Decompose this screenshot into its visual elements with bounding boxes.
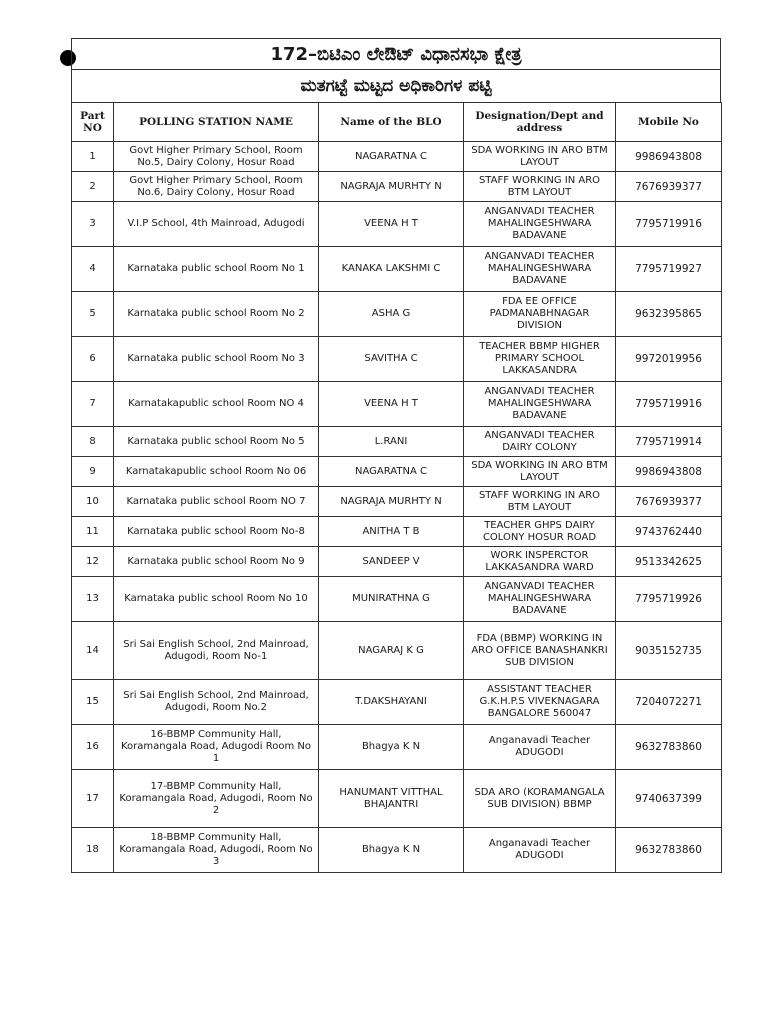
table-body xyxy=(72,142,722,873)
cell-polling-station: Karnataka public school Room No 3 xyxy=(114,337,319,382)
cell-part-no: 2 xyxy=(72,172,114,202)
table-row xyxy=(72,725,722,770)
cell-mobile: 7204072271 xyxy=(616,680,722,725)
cell-mobile: 9632783860 xyxy=(616,725,722,770)
col-header-mobile: Mobile No xyxy=(616,103,722,142)
cell-part-no: 14 xyxy=(72,622,114,680)
cell-polling-station: Karnataka public school Room No 5 xyxy=(114,427,319,457)
cell-part-no: 9 xyxy=(72,457,114,487)
cell-blo-name: ANITHA T B xyxy=(319,517,464,547)
cell-blo-name: T.DAKSHAYANI xyxy=(319,680,464,725)
cell-designation: TEACHER GHPS DAIRY COLONY HOSUR ROAD xyxy=(464,517,616,547)
cell-mobile: 7676939377 xyxy=(616,172,722,202)
cell-blo-name: NAGARATNA C xyxy=(319,457,464,487)
cell-blo-name: NAGARAJ K G xyxy=(319,622,464,680)
cell-designation: ANGANVADI TEACHER MAHALINGESHWARA BADAVANE xyxy=(464,247,616,292)
cell-designation: FDA (BBMP) WORKING IN ARO OFFICE BANASHANKRI SUB DIVISION xyxy=(464,622,616,680)
cell-mobile: 7795719926 xyxy=(616,577,722,622)
cell-part-no: 4 xyxy=(72,247,114,292)
cell-designation: ANGANVADI TEACHER DAIRY COLONY xyxy=(464,427,616,457)
cell-polling-station: V.I.P School, 4th Mainroad, Adugodi xyxy=(114,202,319,247)
cell-polling-station: Sri Sai English School, 2nd Mainroad, Adugodi, Room No.2 xyxy=(114,680,319,725)
table-row xyxy=(72,172,722,202)
cell-designation: SDA WORKING IN ARO BTM LAYOUT xyxy=(464,142,616,172)
col-header-designation: Designation/Dept and address xyxy=(464,103,616,142)
cell-mobile: 7795719914 xyxy=(616,427,722,457)
cell-designation: SDA ARO (KORAMANGALA SUB DIVISION) BBMP xyxy=(464,770,616,828)
cell-designation: FDA EE OFFICE PADMANABHNAGAR DIVISION xyxy=(464,292,616,337)
table-row xyxy=(72,457,722,487)
cell-blo-name: Bhagya K N xyxy=(319,725,464,770)
cell-mobile: 9632395865 xyxy=(616,292,722,337)
cell-blo-name: HANUMANT VITTHAL BHAJANTRI xyxy=(319,770,464,828)
table-row xyxy=(72,427,722,457)
cell-designation: WORK INSPERCTOR LAKKASANDRA WARD xyxy=(464,547,616,577)
page-subtitle: ಮತಗಟ್ಟೆ ಮಟ್ಟದ ಅಧಿಕಾರಿಗಳ ಪಟ್ಟಿ xyxy=(71,69,721,102)
cell-blo-name: MUNIRATHNA G xyxy=(319,577,464,622)
cell-designation: ANGANVADI TEACHER MAHALINGESHWARA BADAVANE xyxy=(464,577,616,622)
table-row xyxy=(72,517,722,547)
cell-part-no: 18 xyxy=(72,828,114,873)
cell-polling-station: 18-BBMP Community Hall, Koramangala Road, Adugodi, Room No 3 xyxy=(114,828,319,873)
cell-designation: Anganavadi Teacher ADUGODI xyxy=(464,725,616,770)
cell-mobile: 9986943808 xyxy=(616,457,722,487)
col-header-part-no: Part NO xyxy=(72,103,114,142)
table-row xyxy=(72,622,722,680)
cell-polling-station: Karnatakapublic school Room NO 4 xyxy=(114,382,319,427)
cell-polling-station: Karnataka public school Room No 9 xyxy=(114,547,319,577)
cell-polling-station: Karnatakapublic school Room No 06 xyxy=(114,457,319,487)
table-row xyxy=(72,247,722,292)
cell-part-no: 13 xyxy=(72,577,114,622)
cell-blo-name: SANDEEP V xyxy=(319,547,464,577)
col-header-polling-station: POLLING STATION NAME xyxy=(114,103,319,142)
cell-part-no: 16 xyxy=(72,725,114,770)
table-row xyxy=(72,828,722,873)
cell-part-no: 5 xyxy=(72,292,114,337)
cell-blo-name: NAGRAJA MURHTY N xyxy=(319,172,464,202)
cell-mobile: 9740637399 xyxy=(616,770,722,828)
cell-blo-name: L.RANI xyxy=(319,427,464,457)
blo-table xyxy=(71,102,722,873)
cell-polling-station: Govt Higher Primary School, Room No.5, Dairy Colony, Hosur Road xyxy=(114,142,319,172)
cell-part-no: 10 xyxy=(72,487,114,517)
cell-designation: STAFF WORKING IN ARO BTM LAYOUT xyxy=(464,487,616,517)
cell-polling-station: Karnataka public school Room NO 7 xyxy=(114,487,319,517)
cell-part-no: 17 xyxy=(72,770,114,828)
cell-blo-name: VEENA H T xyxy=(319,202,464,247)
cell-designation: Anganavadi Teacher ADUGODI xyxy=(464,828,616,873)
cell-polling-station: 17-BBMP Community Hall, Koramangala Road, Adugodi, Room No 2 xyxy=(114,770,319,828)
cell-part-no: 12 xyxy=(72,547,114,577)
table-row xyxy=(72,547,722,577)
table-row xyxy=(72,680,722,725)
cell-part-no: 1 xyxy=(72,142,114,172)
cell-mobile: 9743762440 xyxy=(616,517,722,547)
cell-polling-station: Govt Higher Primary School, Room No.6, Dairy Colony, Hosur Road xyxy=(114,172,319,202)
document-sheet xyxy=(71,38,721,873)
cell-part-no: 11 xyxy=(72,517,114,547)
cell-blo-name: VEENA H T xyxy=(319,382,464,427)
cell-mobile: 7795719916 xyxy=(616,382,722,427)
cell-designation: STAFF WORKING IN ARO BTM LAYOUT xyxy=(464,172,616,202)
cell-part-no: 15 xyxy=(72,680,114,725)
cell-part-no: 6 xyxy=(72,337,114,382)
cell-polling-station: Karnataka public school Room No 1 xyxy=(114,247,319,292)
cell-blo-name: NAGARATNA C xyxy=(319,142,464,172)
cell-blo-name: ASHA G xyxy=(319,292,464,337)
table-row xyxy=(72,487,722,517)
cell-part-no: 8 xyxy=(72,427,114,457)
cell-designation: ANGANVADI TEACHER MAHALINGESHWARA BADAVANE xyxy=(464,202,616,247)
cell-polling-station: 16-BBMP Community Hall, Koramangala Road, Adugodi Room No 1 xyxy=(114,725,319,770)
cell-part-no: 7 xyxy=(72,382,114,427)
cell-designation: SDA WORKING IN ARO BTM LAYOUT xyxy=(464,457,616,487)
table-row xyxy=(72,337,722,382)
cell-mobile: 7795719927 xyxy=(616,247,722,292)
page-title: 172–ಬಿಟಿಎಂ ಲೇಔಟ್ ವಿಧಾನಸಭಾ ಕ್ಷೇತ್ರ xyxy=(71,38,721,69)
cell-designation: TEACHER BBMP HIGHER PRIMARY SCHOOL LAKKASANDRA xyxy=(464,337,616,382)
cell-mobile: 7795719916 xyxy=(616,202,722,247)
table-row xyxy=(72,142,722,172)
cell-blo-name: SAVITHA C xyxy=(319,337,464,382)
cell-mobile: 9513342625 xyxy=(616,547,722,577)
cell-mobile: 9986943808 xyxy=(616,142,722,172)
table-row xyxy=(72,770,722,828)
cell-blo-name: NAGRAJA MURHTY N xyxy=(319,487,464,517)
cell-mobile: 7676939377 xyxy=(616,487,722,517)
table-header-row xyxy=(72,103,722,142)
table-row xyxy=(72,292,722,337)
cell-blo-name: Bhagya K N xyxy=(319,828,464,873)
cell-mobile: 9035152735 xyxy=(616,622,722,680)
cell-polling-station: Karnataka public school Room No 2 xyxy=(114,292,319,337)
table-row xyxy=(72,382,722,427)
cell-blo-name: KANAKA LAKSHMI C xyxy=(319,247,464,292)
table-row xyxy=(72,577,722,622)
cell-polling-station: Karnataka public school Room No 10 xyxy=(114,577,319,622)
cell-polling-station: Karnataka public school Room No-8 xyxy=(114,517,319,547)
cell-mobile: 9632783860 xyxy=(616,828,722,873)
cell-designation: ANGANVADI TEACHER MAHALINGESHWARA BADAVANE xyxy=(464,382,616,427)
table-row xyxy=(72,202,722,247)
cell-polling-station: Sri Sai English School, 2nd Mainroad, Adugodi, Room No-1 xyxy=(114,622,319,680)
cell-mobile: 9972019956 xyxy=(616,337,722,382)
col-header-blo-name: Name of the BLO xyxy=(319,103,464,142)
cell-designation: ASSISTANT TEACHER G.K.H.P.S VIVEKNAGARA BANGALORE 560047 xyxy=(464,680,616,725)
cell-part-no: 3 xyxy=(72,202,114,247)
